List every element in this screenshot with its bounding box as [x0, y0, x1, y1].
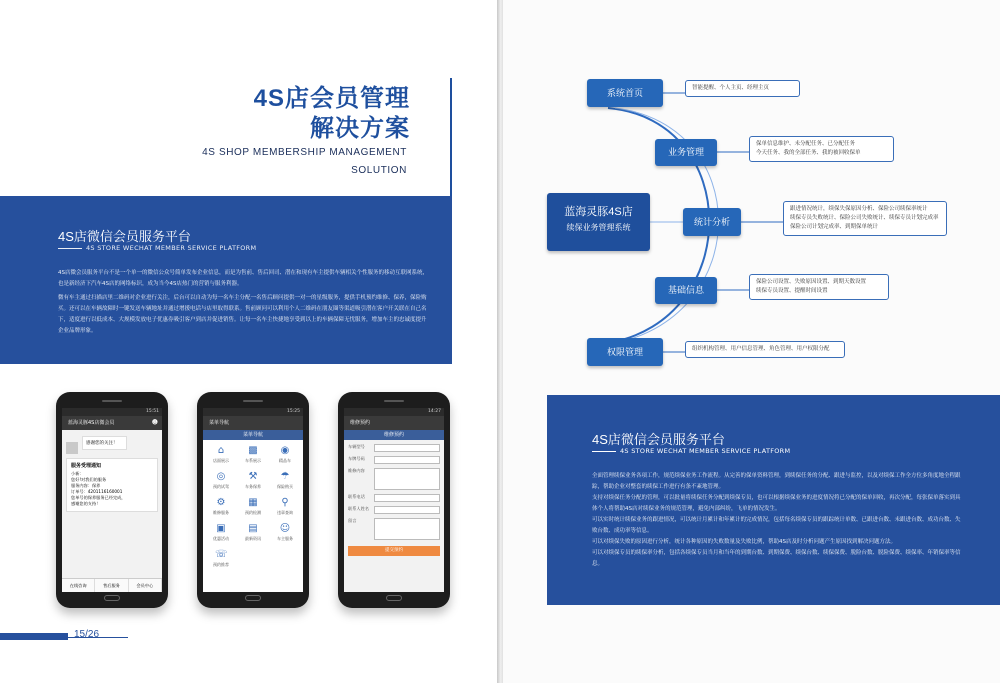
title-en-line1: 4S SHOP MEMBERSHIP MANAGEMENT — [202, 147, 407, 158]
desc-statistics: 跟进情况统计，续保失保原因分析、保险公司续保率统计 续保专员失败统计、保险公司失败统计、续保专员计划完成率 保险公司计划完成率、到期保单统计 — [783, 201, 947, 236]
section-paragraph: 微有车主通过扫描店里二维码对企业进行关注，后台可以自动为每一名车主分配一名售后顾问提供一对一的星级服务，提供手机预约维修、保养，保险购买。还可以在车辆故障时一键发送车辆地址并通过增援电话与店里取得联系。售前顾问可以利用个人二维码在朋友圈等渠道吸引潜在客户开关联在自己名下，适度进行以低成本、大规模发放电子优惠券吸引客户到店并促进销售。让每一名车主快捷地享受到以上的车辆保障无忧服务，增加车主的忠诚度提升企业品牌形象。 — [58, 295, 427, 334]
phone-form — [338, 392, 450, 608]
form-row: 联系人姓名 — [348, 506, 440, 514]
avatar — [66, 442, 78, 454]
user-icon[interactable]: ☻ — [151, 419, 158, 426]
card-line: 服务内容：保养 — [71, 483, 101, 488]
repair-content-field[interactable] — [374, 468, 440, 490]
contact-name-field[interactable] — [374, 506, 440, 514]
gift-icon: ▣ — [216, 523, 226, 534]
form-row: 车辆型号 — [348, 444, 440, 452]
app-bar — [62, 416, 162, 430]
service-card[interactable] — [66, 458, 158, 512]
status-time: 15:51 — [62, 408, 162, 416]
phone-icon: ☏ — [215, 549, 228, 560]
desc-basic-info: 保险公司设置、失败原因设置、到期天数设置 续保专员设置、提醒时间设置 — [749, 274, 889, 300]
desc-business: 保单信息维护、未分配任务、已分配任务 今天任务、我的全部任务、我的被回收保单 — [749, 136, 894, 162]
app-title: 维修预约 — [350, 420, 371, 426]
right-page — [503, 0, 1000, 683]
menu-grid — [203, 440, 303, 574]
page-number: 15/26 — [74, 629, 100, 640]
node-system-home: 系统首页 — [587, 79, 663, 107]
menu-item[interactable]: ▦ 预约检测 — [245, 497, 261, 515]
section-subheading: 4S STORE WECHAT MEMBER SERVICE PLATFORM — [592, 447, 790, 455]
title-cn-line2: 解决方案 — [310, 115, 410, 142]
calendar-icon: ▦ — [248, 497, 258, 508]
menu-item[interactable]: ⌂ 店面展示 — [213, 445, 229, 463]
app-title: 菜单导航 — [209, 420, 230, 426]
node-permissions: 权限管理 — [587, 338, 663, 366]
form-row: 维修内容 — [348, 468, 440, 490]
status-time: 15:25 — [203, 408, 303, 416]
menu-item[interactable]: ⚒ 车务保养 — [245, 471, 261, 489]
menu-item[interactable]: ☺ 车主服务 — [277, 523, 293, 541]
cart-icon: ◉ — [280, 445, 290, 456]
menu-item[interactable]: ◎ 预约试驾 — [213, 471, 229, 489]
sub-title: 维修预约 — [344, 430, 444, 440]
mindmap-center-node — [547, 193, 650, 251]
card-line: 您单号的保养服务已经完成， — [71, 495, 126, 500]
section-paragraph: 可以对续保专员的续保率分析，包括各续保专员当月和当年的到期台数、到期保费、续保台数、续保保费、脱险台数、脱险保费、续保率、年销保率等信息。 — [592, 550, 961, 567]
menu-item[interactable]: ☏ 预约推荐 — [213, 549, 229, 567]
phone-chat — [56, 392, 168, 608]
menu-item[interactable]: ▩ 车系展示 — [245, 445, 261, 463]
submit-button[interactable]: 提交预约 — [348, 546, 440, 556]
tools-icon: ⚙ — [216, 497, 226, 508]
message-field[interactable] — [374, 518, 440, 540]
card-line: 您好!对我们的服务 — [71, 477, 107, 482]
menu-item[interactable]: ▤ 最新资讯 — [245, 523, 261, 541]
car-model-field[interactable] — [374, 444, 440, 452]
app-bar — [203, 416, 303, 430]
phone-menu — [197, 392, 309, 608]
desc-system-home: 智能提醒、个人主页、经理主页 — [685, 80, 800, 97]
wrench-icon: ⚒ — [248, 471, 258, 482]
center-node-line2: 续保业务管理系统 — [566, 223, 631, 232]
title-cn-line1: 4S店会员管理 — [253, 85, 410, 112]
section-paragraph: 可以实时统计续保业务的跟进情况，可以统计月累计和年累计的完成情况，包括每名续保专员的跟踪统计单数、已跟进台数、未跟进台数、成功台数、失败台数、成功率等信息。 — [592, 517, 961, 534]
person-icon: ☺ — [279, 523, 291, 534]
chat-bubble: 感谢您的关注！ — [82, 436, 127, 450]
center-node-line1: 蓝海灵豚4S店 — [564, 206, 633, 218]
plate-field[interactable] — [374, 456, 440, 464]
section-paragraph: 全面管理续保业务各项工作，规范续保业务工作流程。从完善的保单资料管理，到续保任务的分配、跟进与监控，以及对续保工作全方位多角度地全程跟踪，帮助企业对整套的续保工作进行有条不紊地管理。 — [592, 473, 961, 490]
steering-icon: ◎ — [216, 471, 226, 482]
phone-screen — [344, 408, 444, 592]
section-heading: 4S店微信会员服务平台 — [58, 229, 191, 244]
left-page — [0, 0, 497, 683]
status-time: 14:27 — [344, 408, 444, 416]
home-button — [386, 595, 402, 601]
car-icon: ▩ — [248, 445, 258, 456]
chat-footer — [62, 578, 162, 592]
section-paragraph: 支持对续保任务分配的管理，可以批量将续保任务分配到续保专员，也可以根据续保业务的进度情况将已分配的保单回收，再次分配，每张保单落实到具体个人将帮助4S店对续保业务的规范管理，避免内部纠纷，飞单的情况发生。 — [592, 495, 961, 512]
form-row: 留言 — [348, 518, 440, 540]
sub-title: 菜单导航 — [203, 430, 303, 440]
form-row: 联系电话 — [348, 494, 440, 502]
menu-item[interactable]: ◉ 精品车 — [279, 445, 291, 463]
section-heading: 4S店微信会员服务平台 — [592, 432, 725, 447]
store-icon: ⌂ — [217, 445, 225, 456]
card-line: 订单号：4201116160001 — [71, 489, 123, 494]
title-en-line2: SOLUTION — [351, 165, 407, 176]
menu-item[interactable]: ▣ 优惠活动 — [213, 523, 229, 541]
menu-item[interactable]: ☂ 保险购买 — [277, 471, 293, 489]
section-paragraph: 可以对续保失败的原因进行分析，统计各种原因的失败数量及失败比例，帮助4S店及时分析问题产生原因找到解决问题方法。 — [592, 539, 896, 545]
section-paragraph: 4S店微会员服务平台不是一个单一的微信公众号简单发布企业信息，而是为售前、售后回司、潜在和现有车主提供车辆相关个性服务的移动互联网系统，也是新经济下汽车4S店的网络标识，成为当今4S店热门的营销与服务利器。 — [58, 270, 428, 287]
title-divider — [450, 78, 452, 196]
card-title: 服务受理通知 — [71, 463, 102, 469]
node-basic-info: 基础信息 — [655, 277, 717, 304]
feature-band — [547, 395, 1000, 605]
umbrella-icon: ☂ — [280, 471, 290, 482]
news-icon: ▤ — [248, 523, 258, 534]
card-line: 感谢您的支持！ — [71, 501, 101, 506]
menu-item[interactable]: ⚙ 维修服务 — [213, 497, 229, 515]
section-subheading: 4S STORE WECHAT MEMBER SERVICE PLATFORM — [58, 244, 256, 252]
form-row: 车牌号码 — [348, 456, 440, 464]
node-statistics: 统计分析 — [683, 208, 741, 236]
node-business: 业务管理 — [655, 139, 717, 166]
card-line: 小新： — [71, 471, 84, 476]
phone-screen — [62, 408, 162, 592]
phone-field[interactable] — [374, 494, 440, 502]
menu-item[interactable]: ⚲ 违章查询 — [277, 497, 293, 515]
app-bar — [344, 416, 444, 430]
home-button — [104, 595, 120, 601]
intro-band — [0, 196, 452, 364]
search-icon: ⚲ — [281, 497, 289, 508]
phone-screen — [203, 408, 303, 592]
desc-permissions: 组织机构管理、用户信息管理、角色管理、用户权限分配 — [685, 341, 845, 358]
app-title: 蓝海灵豚4S店微会员 — [68, 420, 115, 426]
footer-tab[interactable]: 在线咨询 — [62, 579, 95, 592]
footer-tab[interactable]: 售后服务 — [95, 579, 128, 592]
footer-tab[interactable]: 会员中心 — [129, 579, 162, 592]
page-number-bar — [0, 633, 68, 640]
home-button — [245, 595, 261, 601]
